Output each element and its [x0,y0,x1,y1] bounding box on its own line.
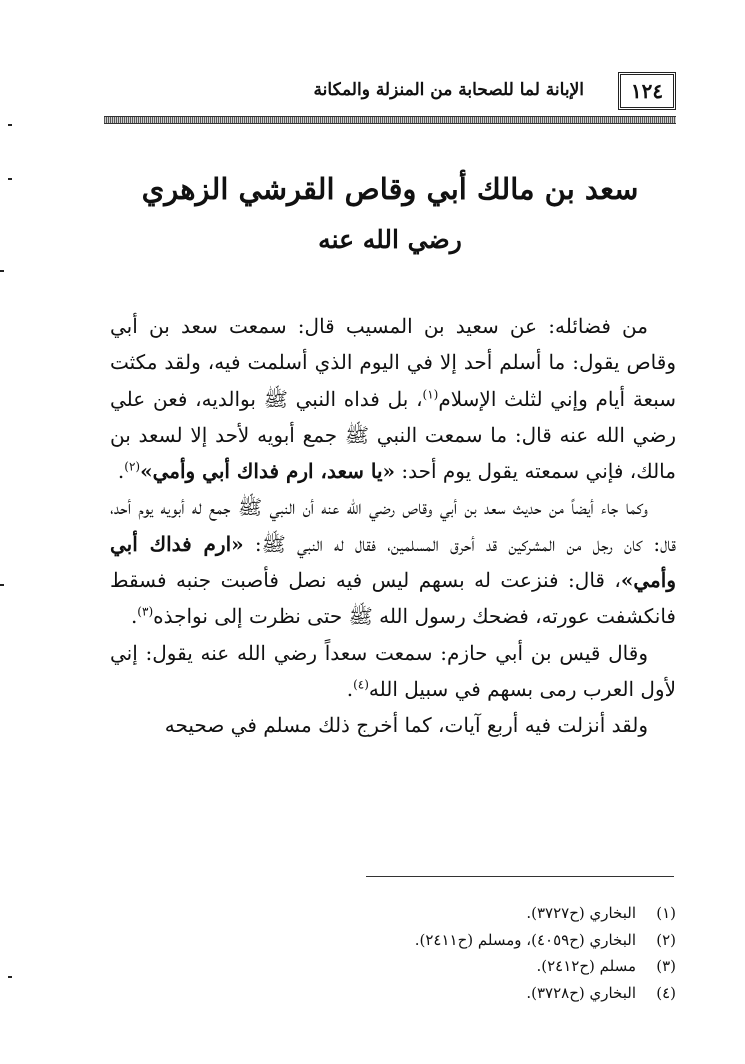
page-number: ١٢٤ [618,72,676,110]
footnote-ref-4[interactable]: (٤) [353,677,369,692]
scan-speck [8,976,12,978]
paragraph-2-text-a: وكما جاء أيضاً من حديث سعد بن أبي وقاص رضي الله عنه أن النبي ﷺ جمع له أبويه يوم أحد، قال: كان رجل من المشركين قد أحرق المسلمين، فقال له النبي ﷺ: [110,495,677,556]
scan-speck [8,124,12,126]
paragraph-2 [110,489,676,634]
paragraph-3-end: . [346,676,354,701]
footnote-ref-2[interactable]: (٢) [124,459,141,474]
footnote-text: البخاري (ح٣٧٢٧). [526,904,636,922]
footnote-number: (١) [656,904,676,922]
paragraph-4 [110,707,676,743]
paragraph-1-text-b: ، بل فداه النبي ﷺ بوالديه، فعن علي رضي الله عنه قال: ما سمعت النبي ﷺ جمع أبويه لأحد إلا لسعد بن مالك، فإني سمعته يقول يوم أحد: [110,386,676,484]
footnote-text: البخاري (ح٤٠٥٩)، ومسلم (ح٢٤١١). [414,930,636,949]
scan-speck [8,178,12,180]
footnote-ref-1[interactable]: (١) [422,386,439,401]
scan-speck [0,270,4,272]
paragraph-1-end: . [117,459,125,484]
footnote-number: (٢) [656,930,676,949]
section-title: سعد بن مالك أبي وقاص القرشي الزهري [141,172,639,206]
section-subtitle: رضي الله عنه [318,225,462,254]
body-text [110,308,676,744]
footnote-number: (٣) [656,957,676,975]
footnote-item [300,980,676,1007]
footnote-item [300,900,676,927]
footnote-item [300,953,676,980]
page-header [104,72,676,120]
paragraph-1-text-a: من فضائله: عن سعيد بن المسيب قال: سمعت سعد بن أبي وقاص يقول: ما أسلم أحد إلا في اليوم الذي أسلمت فيه، ولقد مكثت سبعة أيام وإني لثلث الإسلام [110,314,677,411]
hadith-quote: «ارم فداك أبي وأمي» [110,531,676,593]
paragraph-2-text-b: ، قال: فنزعت له بسهم ليس فيه نصل فأصبت جنبه فسقط فانكشفت عورته، فضحك رسول الله ﷺ حتى نظرت إلى نواجذه [110,568,676,629]
footnote-ref-3[interactable]: (٣) [137,604,154,619]
footnotes [300,900,676,1006]
footnote-text: مسلم (ح٢٤١٢). [536,957,636,975]
footnote-divider [366,876,674,877]
header-rule [104,116,676,124]
footnote-text: البخاري (ح٣٧٢٨). [526,983,636,1002]
hadith-quote: «يا سعد، ارم فداك أبي وأمي» [140,459,396,484]
running-title: الإبانة لما للصحابة من المنزلة والمكانة [313,80,584,100]
footnote-item [300,927,676,954]
paragraph-2-end: . [130,604,138,629]
paragraph-3 [110,635,676,708]
paragraph-1 [110,308,676,489]
paragraph-3-text: وقال قيس بن أبي حازم: سمعت سعداً رضي الله عنه يقول: إني لأول العرب رمى بسهم في سبيل الله [110,640,676,701]
scan-speck [0,584,4,586]
paragraph-4-text: ولقد أنزلت فيه أربع آيات، كما أخرج ذلك مسلم في صحيحه [164,713,648,738]
footnote-number: (٤) [656,983,676,1002]
